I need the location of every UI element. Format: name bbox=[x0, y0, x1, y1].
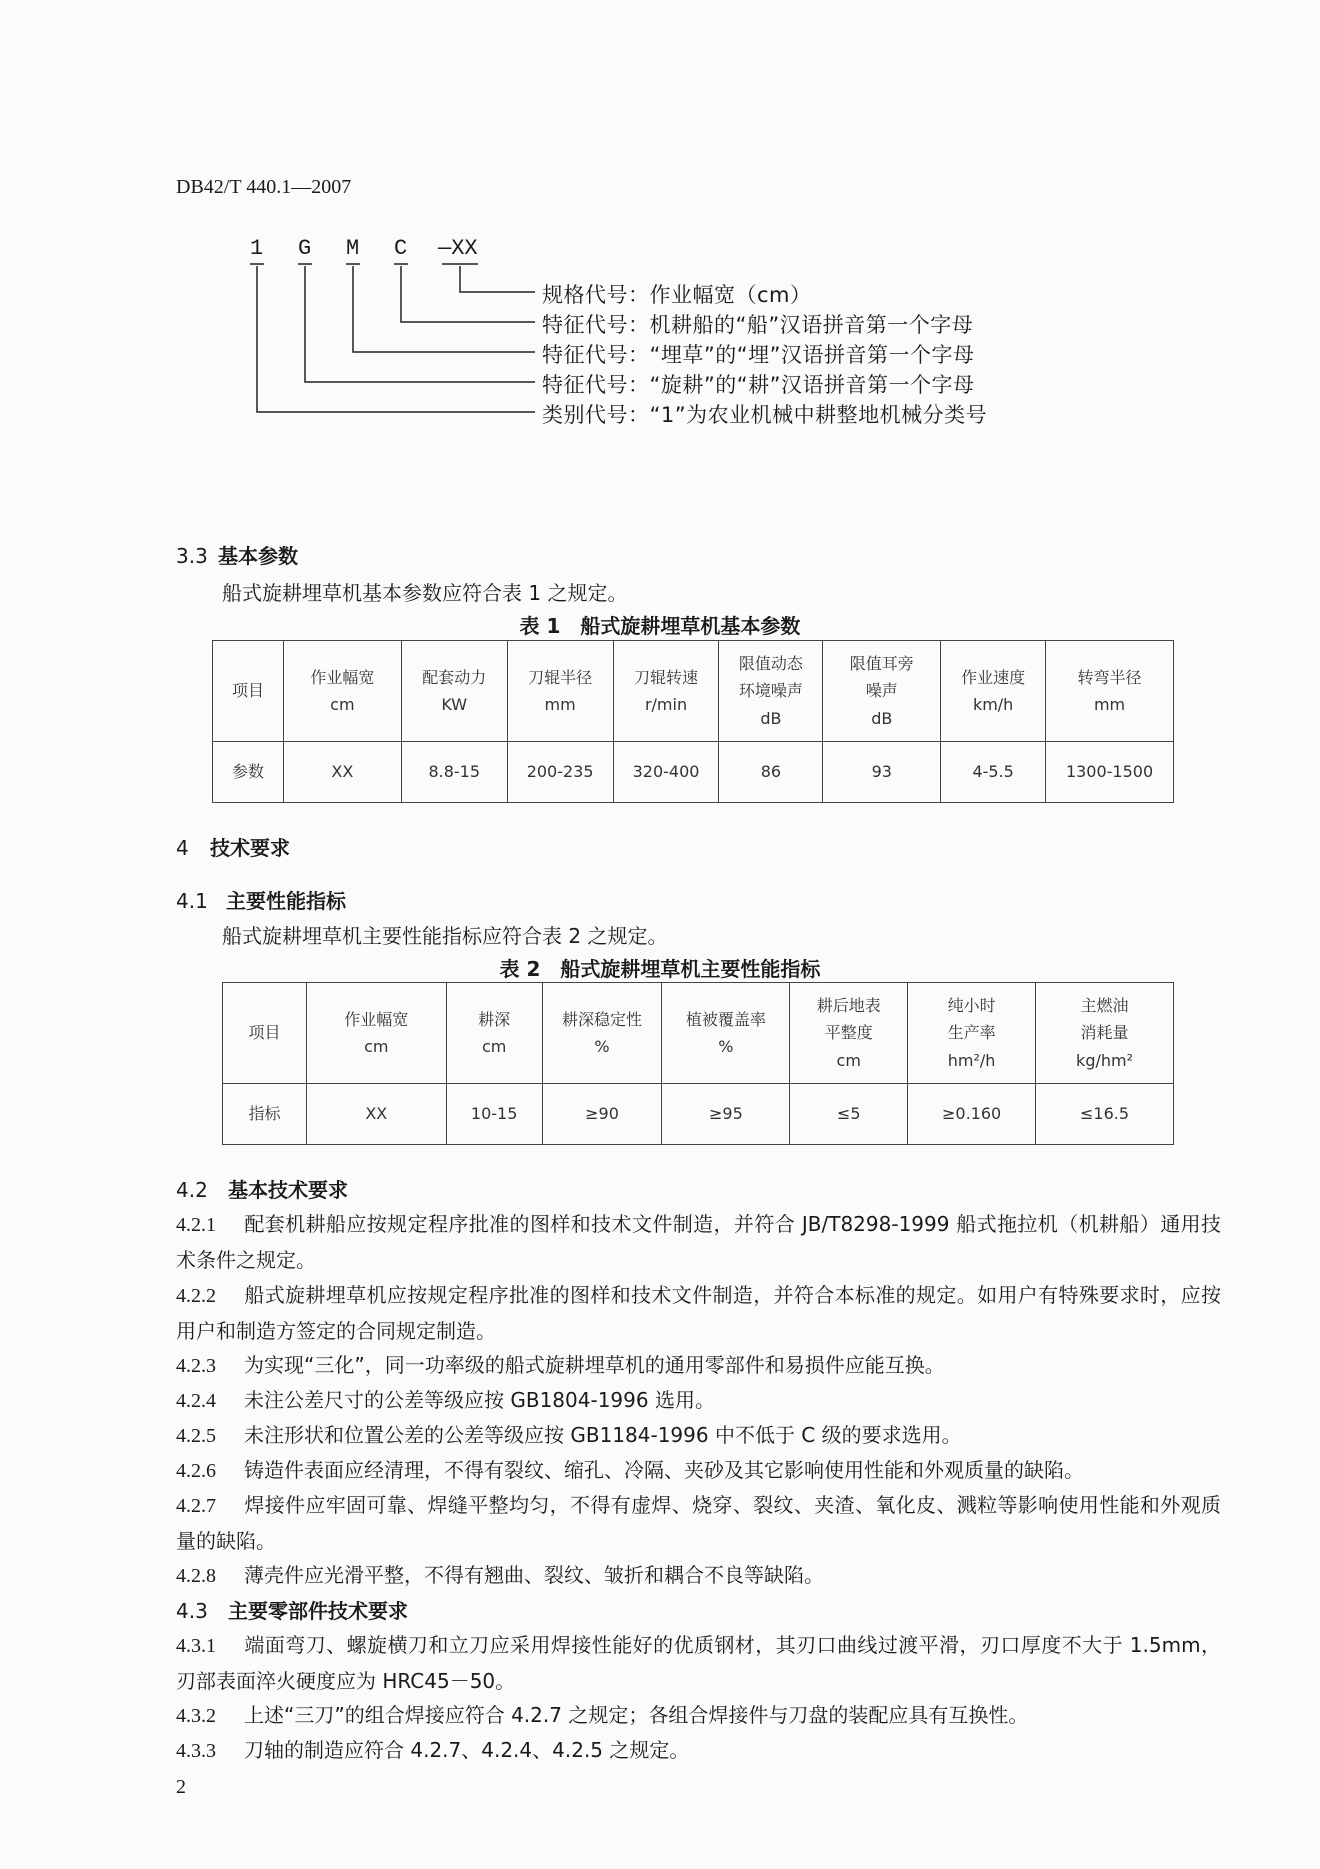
clause-4-2-6 bbox=[176, 1453, 1221, 1489]
section-title: 技术要求 bbox=[210, 836, 290, 860]
header-cell: 刀辊半径 mm bbox=[507, 641, 613, 742]
code-desc-tillage: 特征代号：“旋耕”的“耕”汉语拼音第一个字母 bbox=[542, 373, 975, 397]
section-4-3-heading bbox=[176, 1595, 408, 1624]
clause-4-2-8 bbox=[176, 1558, 1221, 1594]
clause-number: 4.2.3 bbox=[176, 1355, 216, 1377]
clause-4-2-4 bbox=[176, 1383, 1221, 1419]
section-number: 4.1 bbox=[176, 889, 208, 913]
header-cell: 作业幅宽 cm bbox=[283, 641, 401, 742]
clause-4-2-7 bbox=[176, 1488, 1221, 1559]
table-cell: ≤5 bbox=[790, 1084, 908, 1145]
clause-4-3-3 bbox=[176, 1733, 1221, 1769]
code-letter-g: G bbox=[298, 236, 312, 261]
table-cell: ≥95 bbox=[662, 1084, 790, 1145]
header-cell: 限值动态 环境噪声 dB bbox=[719, 641, 823, 742]
table-2-value-row bbox=[223, 1084, 1174, 1145]
header-cell: 转弯半径 mm bbox=[1046, 641, 1174, 742]
table-cell: ≥0.160 bbox=[908, 1084, 1036, 1145]
code-letter-c: C bbox=[394, 236, 408, 261]
section-4-1-heading bbox=[176, 885, 346, 914]
header-cell: 植被覆盖率 % bbox=[662, 983, 790, 1084]
standard-code: DB42/T 440.1—2007 bbox=[176, 176, 352, 198]
table-cell: 8.8-15 bbox=[401, 742, 507, 803]
section-title: 主要零部件技术要求 bbox=[228, 1599, 408, 1623]
section-4-2-heading bbox=[176, 1174, 348, 1203]
table-cell: ≤16.5 bbox=[1036, 1084, 1174, 1145]
header-cell: 耕后地表 平整度 cm bbox=[790, 983, 908, 1084]
clause-number: 4.2.5 bbox=[176, 1425, 216, 1447]
code-letter-1: 1 bbox=[250, 236, 264, 261]
section-3-3-heading bbox=[176, 540, 298, 569]
table-cell: 320-400 bbox=[613, 742, 719, 803]
code-desc-category: 类别代号：“1”为农业机械中耕整地机械分类号 bbox=[542, 403, 988, 427]
code-desc-spec: 规格代号：作业幅宽（cm） bbox=[542, 283, 812, 307]
table-cell: 86 bbox=[719, 742, 823, 803]
table-cell: 4-5.5 bbox=[941, 742, 1046, 803]
clause-text: 为实现“三化”，同一功率级的船式旋耕埋草机的通用零部件和易损件应能互换。 bbox=[244, 1353, 945, 1377]
product-code-diagram bbox=[250, 236, 1070, 466]
table-cell: 10-15 bbox=[446, 1084, 542, 1145]
code-letter-xx: —XX bbox=[438, 236, 478, 261]
clause-number: 4.2.7 bbox=[176, 1495, 216, 1517]
header-cell: 主燃油 消耗量 kg/hm² bbox=[1036, 983, 1174, 1084]
clause-text: 铸造件表面应经清理，不得有裂纹、缩孔、冷隔、夹砂及其它影响使用性能和外观质量的缺陷。 bbox=[244, 1458, 1084, 1482]
clause-4-3-1 bbox=[176, 1628, 1221, 1699]
clause-number: 4.2.1 bbox=[176, 1214, 216, 1236]
clause-text: 端面弯刀、螺旋横刀和立刀应采用焊接性能好的优质钢材，其刃口曲线过渡平滑，刃口厚度不大于 1.5mm，刃部表面淬火硬度应为 HRC45－50。 bbox=[176, 1633, 1221, 1693]
header-cell: 限值耳旁 噪声 dB bbox=[823, 641, 941, 742]
clause-text: 刀轴的制造应符合 4.2.7、4.2.4、4.2.5 之规定。 bbox=[244, 1738, 690, 1762]
table-cell: XX bbox=[306, 1084, 446, 1145]
table-cell: 指标 bbox=[223, 1084, 307, 1145]
clause-number: 4.2.4 bbox=[176, 1390, 216, 1412]
clause-4-3-2 bbox=[176, 1698, 1221, 1734]
page-number: 2 bbox=[176, 1776, 186, 1798]
clause-4-2-5 bbox=[176, 1418, 1221, 1454]
header-cell: 耕深 cm bbox=[446, 983, 542, 1084]
table-cell: 93 bbox=[823, 742, 941, 803]
table-cell: 200-235 bbox=[507, 742, 613, 803]
clause-number: 4.3.1 bbox=[176, 1635, 216, 1657]
header-cell: 配套动力 KW bbox=[401, 641, 507, 742]
header-cell: 项目 bbox=[213, 641, 284, 742]
header-cell: 耕深稳定性 % bbox=[542, 983, 662, 1084]
section-title: 基本技术要求 bbox=[228, 1178, 348, 1202]
table-1-value-row bbox=[213, 742, 1174, 803]
clause-4-2-1 bbox=[176, 1207, 1221, 1278]
section-number: 3.3 bbox=[176, 544, 208, 568]
section-3-3-text: 船式旋耕埋草机基本参数应符合表 1 之规定。 bbox=[222, 581, 628, 605]
header-cell: 纯小时 生产率 hm²/h bbox=[908, 983, 1036, 1084]
code-letter-m: M bbox=[346, 236, 360, 261]
table-cell: ≥90 bbox=[542, 1084, 662, 1145]
section-4-heading bbox=[176, 832, 290, 861]
clause-text: 焊接件应牢固可靠、焊缝平整均匀，不得有虚焊、烧穿、裂纹、夹渣、氧化皮、溅粒等影响使用性能和外观质量的缺陷。 bbox=[176, 1493, 1221, 1553]
clause-4-2-2 bbox=[176, 1278, 1221, 1349]
section-title: 基本参数 bbox=[218, 544, 298, 568]
section-4-1-text: 船式旋耕埋草机主要性能指标应符合表 2 之规定。 bbox=[222, 924, 668, 948]
table-2-header-row bbox=[223, 983, 1174, 1084]
clause-text: 配套机耕船应按规定程序批准的图样和技术文件制造，并符合 JB/T8298-1999 船式拖拉机（机耕船）通用技术条件之规定。 bbox=[176, 1212, 1221, 1272]
clause-number: 4.3.3 bbox=[176, 1740, 216, 1762]
section-title: 主要性能指标 bbox=[226, 889, 346, 913]
header-cell: 项目 bbox=[223, 983, 307, 1084]
table-1-header-row bbox=[213, 641, 1174, 742]
section-number: 4 bbox=[176, 836, 189, 860]
header-cell: 作业速度 km/h bbox=[941, 641, 1046, 742]
clause-number: 4.2.2 bbox=[176, 1285, 216, 1307]
clause-number: 4.2.6 bbox=[176, 1460, 216, 1482]
table-2-performance-indicators bbox=[222, 982, 1174, 1145]
section-number: 4.2 bbox=[176, 1178, 208, 1202]
table-2-caption: 表 2 船式旋耕埋草机主要性能指标 bbox=[499, 957, 821, 981]
section-number: 4.3 bbox=[176, 1599, 208, 1623]
clause-text: 薄壳件应光滑平整，不得有翘曲、裂纹、皱折和耦合不良等缺陷。 bbox=[244, 1563, 824, 1587]
header-cell: 刀辊转速 r/min bbox=[613, 641, 719, 742]
code-desc-bury: 特征代号：“埋草”的“埋”汉语拼音第一个字母 bbox=[542, 343, 975, 367]
clause-text: 未注公差尺寸的公差等级应按 GB1804-1996 选用。 bbox=[244, 1388, 715, 1412]
clause-number: 4.3.2 bbox=[176, 1705, 216, 1727]
clause-text: 未注形状和位置公差的公差等级应按 GB1184-1996 中不低于 C 级的要求选用。 bbox=[244, 1423, 962, 1447]
table-cell: XX bbox=[283, 742, 401, 803]
table-1-basic-parameters bbox=[212, 640, 1174, 803]
table-cell: 参数 bbox=[213, 742, 284, 803]
clause-text: 上述“三刀”的组合焊接应符合 4.2.7 之规定；各组合焊接件与刀盘的装配应具有互换性。 bbox=[244, 1703, 1029, 1727]
table-1-caption: 表 1 船式旋耕埋草机基本参数 bbox=[519, 614, 801, 638]
clause-number: 4.2.8 bbox=[176, 1565, 216, 1587]
clause-4-2-3 bbox=[176, 1348, 1221, 1384]
table-cell: 1300-1500 bbox=[1046, 742, 1174, 803]
code-desc-boat: 特征代号：机耕船的“船”汉语拼音第一个字母 bbox=[542, 313, 974, 337]
clause-text: 船式旋耕埋草机应按规定程序批准的图样和技术文件制造，并符合本标准的规定。如用户有特殊要求时，应按用户和制造方签定的合同规定制造。 bbox=[176, 1283, 1221, 1343]
header-cell: 作业幅宽 cm bbox=[306, 983, 446, 1084]
